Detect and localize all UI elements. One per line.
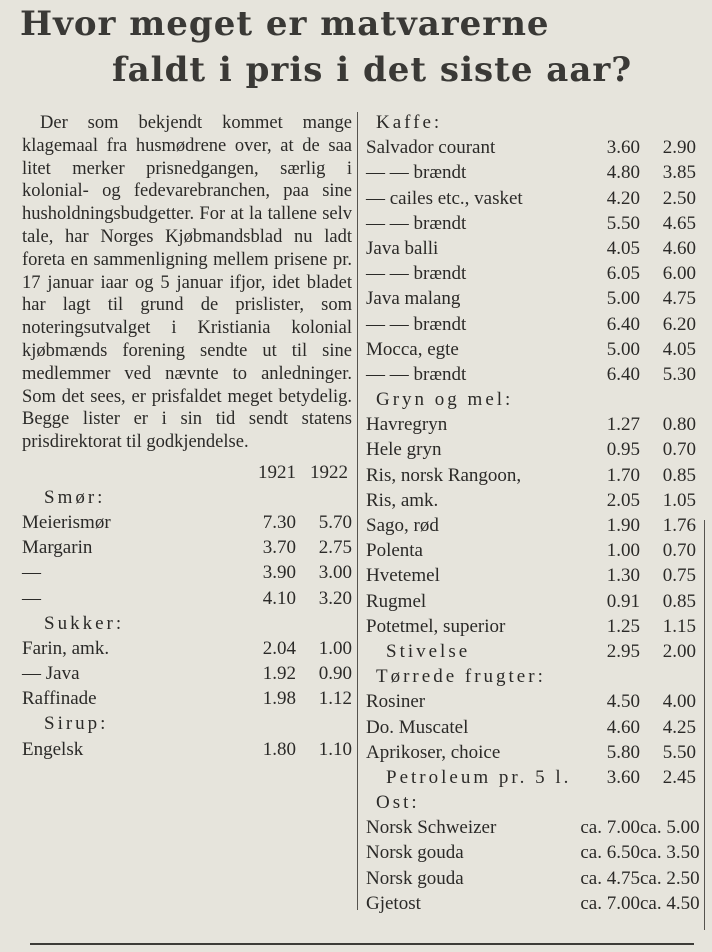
bottom-rule: [30, 943, 694, 945]
item-name: Engelsk: [22, 738, 84, 760]
price-1922: 2.45: [662, 766, 696, 788]
price-1922: 3.85: [662, 162, 696, 184]
item-name: Meierismør: [22, 511, 111, 533]
price-1921: 1.90: [606, 515, 640, 536]
item-name: Farin, amk.: [22, 637, 110, 659]
item-name: Norsk gouda: [366, 842, 464, 864]
price-1921: 3.70: [262, 537, 296, 559]
price-row: [366, 591, 696, 616]
item-name: Rosiner: [366, 691, 426, 713]
price-row: [22, 688, 352, 713]
price-1921: 4.05: [606, 237, 640, 259]
price-row: [366, 213, 696, 238]
item-name: — — brændt: [366, 263, 467, 285]
item-name: — Java: [22, 663, 80, 685]
price-1921: 4.60: [606, 716, 640, 738]
item-name: — — brændt: [366, 363, 467, 385]
price-1922: 4.60: [662, 237, 696, 259]
headline: [0, 0, 712, 100]
price-1921: 0.95: [606, 439, 640, 461]
section-title: Sukker:: [44, 612, 125, 634]
price-1922: 0.85: [662, 464, 696, 486]
price-1921: 1.80: [262, 738, 296, 760]
price-1921: 1.27: [606, 414, 640, 436]
item-name: Raffinade: [22, 688, 97, 710]
price-1921: ca. 4.75: [580, 867, 640, 889]
price-1922: 2.00: [662, 640, 696, 662]
item-name: —: [22, 562, 41, 584]
price-1922: 2.75: [318, 537, 352, 559]
price-row: [22, 537, 352, 562]
price-1921: 1.70: [606, 464, 640, 486]
price-1922: 5.50: [662, 741, 696, 763]
price-row: [366, 515, 696, 540]
price-1922: 0.80: [662, 414, 696, 436]
price-1922: ca. 5.00: [640, 817, 700, 839]
price-row: [366, 188, 696, 213]
price-row: [366, 717, 696, 742]
price-1921: 0.91: [606, 590, 640, 612]
price-row: [366, 439, 696, 464]
section-title: Smør:: [44, 486, 106, 508]
price-row: [22, 663, 352, 688]
price-1922: 5.70: [318, 511, 352, 533]
price-row: [366, 767, 696, 792]
section-title: Sirup:: [44, 713, 109, 735]
price-1922: 6.00: [662, 263, 696, 285]
price-1922: 4.00: [662, 691, 696, 713]
headline-line-2: faldt i pris i det siste aar?: [112, 50, 633, 90]
item-name: — — brændt: [366, 162, 467, 184]
left-column: [22, 112, 352, 764]
price-1922: 3.00: [318, 562, 352, 584]
price-1921: 1.92: [262, 663, 296, 685]
section-title: Kaffe:: [376, 112, 443, 133]
price-1921: 4.50: [606, 691, 640, 713]
price-row: [366, 641, 696, 666]
price-row: [366, 465, 696, 490]
price-1922: ca. 2.50: [640, 867, 700, 889]
right-price-list: [366, 112, 700, 918]
column-divider: [357, 112, 358, 910]
item-name: Do. Muscatel: [366, 716, 469, 738]
item-name: Ris, amk.: [366, 489, 439, 511]
price-row: [366, 414, 696, 439]
item-name: Polenta: [366, 540, 423, 562]
intro-paragraph: [22, 112, 352, 454]
price-row: [366, 364, 696, 389]
price-1921: 6.40: [606, 363, 640, 385]
price-row: [366, 892, 700, 918]
item-name: Hele gryn: [366, 439, 442, 461]
section-title: Tørrede frugter:: [376, 666, 546, 688]
price-1922: 1.76: [662, 515, 696, 536]
headline-line-1: Hvor meget er matvarerne: [20, 4, 550, 44]
price-row: [366, 238, 696, 263]
item-name: Gjetost: [366, 892, 421, 914]
item-name: Ris, norsk Rangoon,: [366, 464, 522, 486]
price-row: [22, 562, 352, 587]
price-row: [366, 691, 696, 716]
price-1921: 1.25: [606, 615, 640, 637]
price-1921: 5.00: [606, 288, 640, 310]
item-name: — — brændt: [366, 212, 467, 234]
price-1921: 2.04: [262, 637, 296, 659]
price-1922: 0.70: [662, 540, 696, 562]
price-row: [366, 137, 696, 162]
price-row: [366, 817, 700, 842]
price-row: [366, 565, 696, 590]
price-1921: 3.60: [606, 137, 640, 159]
item-name: Aprikoser, choice: [366, 741, 501, 763]
price-1921: 1.30: [606, 565, 640, 587]
price-row: [22, 588, 352, 613]
price-1922: 4.65: [662, 212, 696, 234]
price-1922: 1.15: [662, 615, 696, 637]
price-1921: 4.10: [262, 587, 296, 609]
price-row: [22, 739, 352, 764]
item-name: Java balli: [366, 237, 439, 259]
price-1922: 0.70: [662, 439, 696, 461]
item-name: Stivelse: [386, 640, 471, 662]
price-1921: 3.60: [606, 766, 640, 788]
item-name: — cailes etc., vasket: [366, 187, 523, 209]
price-row: [22, 638, 352, 663]
price-1921: 3.90: [262, 562, 296, 584]
price-1922: 4.75: [662, 288, 696, 310]
price-1921: 7.30: [262, 511, 296, 533]
price-1922: 1.10: [318, 738, 352, 760]
price-1922: 4.05: [662, 338, 696, 360]
year-1922: 1922: [310, 461, 348, 483]
price-1922: ca. 4.50: [640, 892, 700, 914]
price-row: [366, 616, 696, 641]
price-row: [366, 742, 696, 767]
price-1921: 5.00: [606, 338, 640, 360]
item-name: Java malang: [366, 288, 461, 310]
price-row: [366, 314, 696, 339]
item-name: — — brændt: [366, 313, 467, 335]
item-name: Hvetemel: [366, 565, 440, 587]
year-header: [22, 462, 352, 485]
price-1922: 1.00: [318, 637, 352, 659]
price-1922: 6.20: [662, 313, 696, 335]
price-row: [366, 263, 696, 288]
section-title: Gryn og mel:: [376, 389, 514, 411]
item-name: Potetmel, superior: [366, 615, 506, 637]
year-1921: 1921: [258, 461, 296, 483]
item-name: —: [22, 587, 41, 609]
price-row: [366, 490, 696, 515]
price-1921: ca. 7.00: [580, 817, 640, 839]
item-name: Salvador courant: [366, 137, 496, 159]
price-row: [366, 540, 696, 565]
item-name: Norsk Schweizer: [366, 817, 497, 839]
item-name: Mocca, egte: [366, 338, 459, 360]
price-1922: 1.05: [662, 489, 696, 511]
right-column: [366, 110, 700, 918]
price-1922: 4.25: [662, 716, 696, 738]
price-1921: 1.98: [262, 688, 296, 710]
price-1921: 2.95: [606, 640, 640, 662]
price-1921: 6.05: [606, 263, 640, 285]
item-name: Margarin: [22, 537, 93, 559]
price-1922: 2.90: [662, 137, 696, 159]
price-row: [366, 162, 696, 187]
price-1921: 6.40: [606, 313, 640, 335]
price-1921: 2.05: [606, 489, 640, 511]
item-name: Rugmel: [366, 590, 427, 612]
price-1921: ca. 7.00: [580, 892, 640, 914]
edge-rule: [704, 520, 705, 930]
price-1921: 4.20: [606, 187, 640, 209]
price-1922: 0.85: [662, 590, 696, 612]
item-name: Petroleum pr. 5 l.: [386, 766, 572, 788]
price-1922: 2.50: [662, 187, 696, 209]
price-1921: 4.80: [606, 162, 640, 184]
price-1922: 5.30: [662, 363, 696, 385]
price-1921: 1.00: [606, 540, 640, 562]
section-title: Ost:: [376, 792, 420, 814]
price-1922: 3.20: [318, 587, 352, 609]
intro-text: Der som bekjendt kommet mange klagemaal fra husmødrene over, at de saa litet merker prisnedgangen, særlig i kolonial- og fedevarebranchen, paa sine husholdningsbudgetter. For at la tallene selv tale, har Norges Kjøbmandsblad nu ladt foreta en sammenligning mellem prisene pr. 17 januar iaar og 5 januar ifjor, idet bladet har lagt til grund de prislister, som noteringsutvalget i Kristiania kolonial kjøbmænds forening sendte ut til sine medlemmer ved nævnte to anledninger. Som det sees, er prisfaldet meget betydelig. Begge lister er i sin tid sendt statens prisdirektorat til godkjendelse.: [22, 113, 352, 453]
price-row: [366, 867, 700, 893]
price-1921: 5.80: [606, 741, 640, 763]
price-row: [366, 842, 700, 867]
item-name: Norsk gouda: [366, 867, 464, 889]
price-row: [366, 339, 696, 364]
price-1922: 0.90: [318, 663, 352, 685]
price-row: [366, 288, 696, 313]
price-1922: 1.12: [318, 688, 352, 710]
price-1921: ca. 6.50: [580, 842, 640, 864]
price-1921: 5.50: [606, 212, 640, 234]
price-1922: 0.75: [662, 565, 696, 587]
price-1922: ca. 3.50: [640, 842, 700, 864]
left-price-list: [22, 487, 352, 764]
item-name: Havregryn: [366, 414, 448, 436]
item-name: Sago, rød: [366, 515, 439, 536]
price-row: [22, 512, 352, 537]
